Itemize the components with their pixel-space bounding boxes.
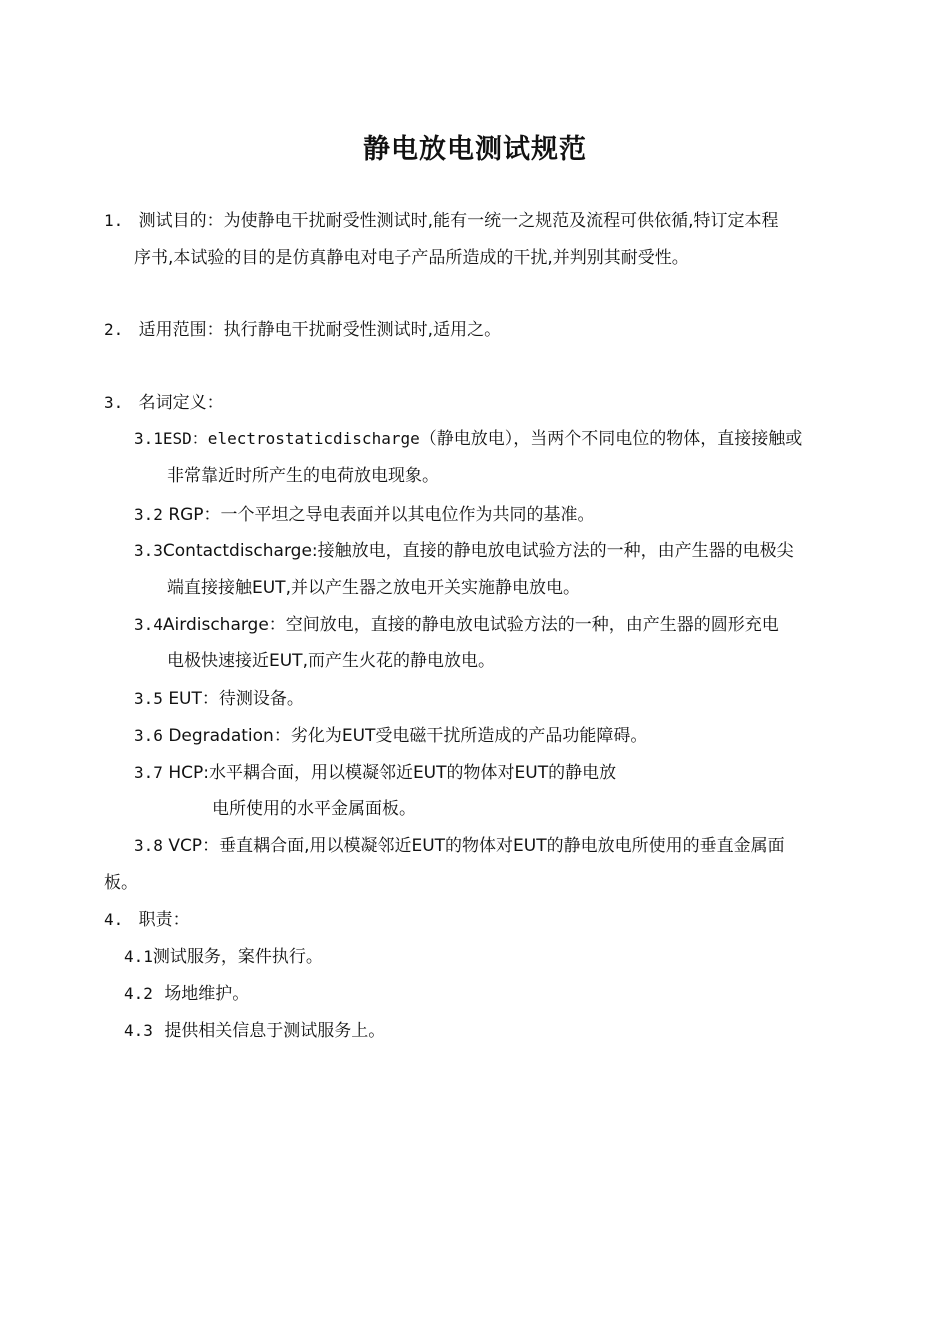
definition-number: 3.2 bbox=[134, 505, 163, 524]
responsibility-text: 场地维护。 bbox=[164, 984, 250, 1004]
definition-3-1 bbox=[134, 421, 802, 457]
section-4 bbox=[104, 902, 190, 938]
section-number: 4. bbox=[104, 910, 124, 929]
document-title: 静电放电测试规范 bbox=[363, 134, 587, 165]
definition-3-8 bbox=[134, 828, 785, 864]
responsibility-number: 4.1 bbox=[124, 947, 153, 966]
definition-term: ESD：electrostaticdischarge bbox=[162, 429, 420, 448]
definition-3-6 bbox=[134, 718, 647, 754]
definition-3-7-continuation: 电所使用的水平金属面板。 bbox=[212, 799, 416, 819]
section-number: 2. bbox=[104, 320, 124, 339]
definition-text: RGP：一个平坦之导电表面并以其电位作为共同的基准。 bbox=[168, 505, 595, 525]
definition-number: 3.7 bbox=[134, 763, 163, 782]
section-1-continuation: 序书,本试验的目的是仿真静电对电子产品所造成的干扰,并判别其耐受性。 bbox=[134, 248, 689, 268]
definition-3-1-continuation: 非常靠近时所产生的电荷放电现象。 bbox=[167, 466, 439, 486]
definition-3-4 bbox=[134, 607, 779, 643]
definition-3-2 bbox=[134, 497, 595, 533]
definition-number: 3.6 bbox=[134, 726, 163, 745]
definition-3-3-continuation: 端直接接触EUT,并以产生器之放电开关实施静电放电。 bbox=[167, 578, 580, 598]
definition-3-4-continuation: 电极快速接近EUT,而产生火花的静电放电。 bbox=[167, 651, 495, 671]
section-heading: 职责： bbox=[138, 910, 190, 930]
definition-text: （静电放电），当两个不同电位的物体，直接接触或 bbox=[419, 429, 803, 449]
definition-number: 3.3 bbox=[134, 541, 163, 560]
responsibility-text: 测试服务，案件执行。 bbox=[152, 947, 323, 967]
section-3 bbox=[104, 385, 224, 421]
definition-text: HCP:水平耦合面，用以模凝邻近EUT的物体对EUT的静电放 bbox=[168, 763, 617, 783]
responsibility-4-2 bbox=[124, 976, 249, 1012]
definition-number: 3.5 bbox=[134, 689, 163, 708]
section-text: 测试目的：为使静电干扰耐受性测试时,能有一统一之规范及流程可供依循,特订定本程 bbox=[138, 211, 779, 231]
definition-number: 3.4 bbox=[134, 615, 163, 634]
definition-3-5 bbox=[134, 681, 304, 717]
definition-text: Airdischarge：空间放电，直接的静电放电试验方法的一种，由产生器的圆形充电 bbox=[162, 615, 779, 635]
section-text: 适用范围：执行静电干扰耐受性测试时,适用之。 bbox=[138, 320, 502, 340]
responsibility-4-3 bbox=[124, 1013, 385, 1049]
definition-text: Contactdischarge:接触放电，直接的静电放电试验方法的一种，由产生器的电极尖 bbox=[162, 541, 794, 561]
definition-text: Degradation：劣化为EUT受电磁干扰所造成的产品功能障碍。 bbox=[168, 726, 648, 746]
responsibility-number: 4.2 bbox=[124, 984, 153, 1003]
definition-text: EUT：待测设备。 bbox=[168, 689, 304, 709]
responsibility-number: 4.3 bbox=[124, 1021, 153, 1040]
section-2 bbox=[104, 312, 501, 348]
definition-3-8-continuation: 板。 bbox=[104, 873, 138, 893]
definition-3-7 bbox=[134, 755, 616, 791]
definition-number: 3.8 bbox=[134, 836, 163, 855]
section-heading: 名词定义： bbox=[138, 393, 224, 413]
definition-number: 3.1 bbox=[134, 429, 163, 448]
responsibility-text: 提供相关信息于测试服务上。 bbox=[164, 1021, 386, 1041]
section-number: 1. bbox=[104, 211, 124, 230]
section-number: 3. bbox=[104, 393, 124, 412]
responsibility-4-1 bbox=[124, 939, 323, 975]
section-1 bbox=[104, 203, 778, 239]
definition-text: VCP：垂直耦合面,用以模凝邻近EUT的物体对EUT的静电放电所使用的垂直金属面 bbox=[168, 836, 785, 856]
definition-3-3 bbox=[134, 533, 794, 569]
